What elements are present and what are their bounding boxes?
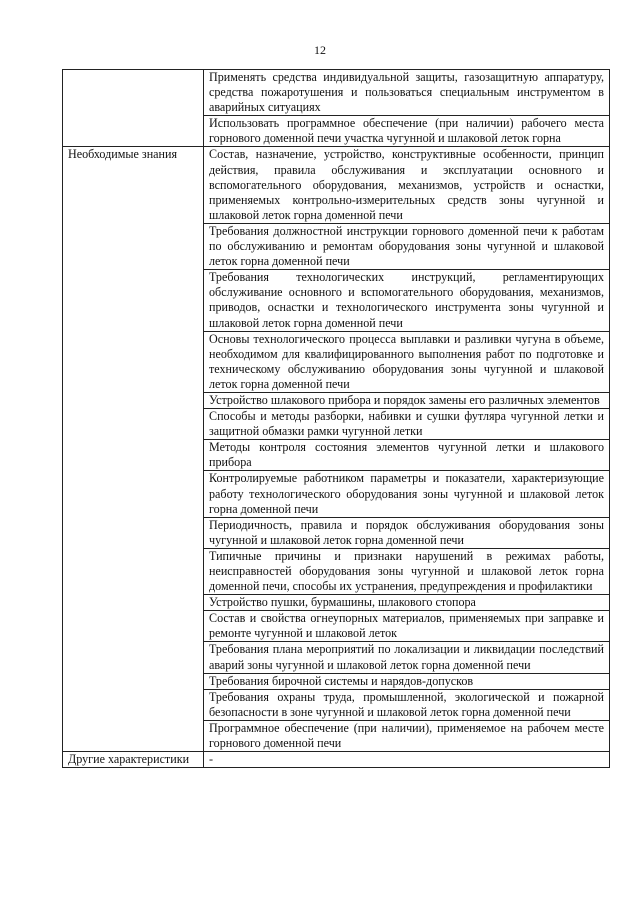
row-item-text: Состав, назначение, устройство, конструктивные особенности, принцип действия, правила обслуживания и эксплуатации основного и вспомогательного оборудования, механизмов, устройств и оснастки, применяемых контрольно-измерительных средств зоны чугунной и шлаковой леток горна доменной печи <box>209 147 604 222</box>
row-item-cell <box>204 270 610 331</box>
row-item-cell <box>204 642 610 673</box>
row-item-cell <box>204 70 610 116</box>
row-item-text: Применять средства индивидуальной защиты, газозащитную аппаратуру, средства пожаротушения и пользоваться специальным инструментом в аварийных ситуациях <box>209 70 604 115</box>
qualification-table <box>62 69 610 768</box>
row-item-cell <box>204 440 610 471</box>
row-item-cell <box>204 471 610 517</box>
row-item-cell <box>204 392 610 408</box>
table-row <box>63 752 610 768</box>
row-label: Необходимые знания <box>63 147 204 752</box>
row-item-text: Устройство шлакового прибора и порядок замены его различных элементов <box>209 392 600 407</box>
row-item-cell <box>204 548 610 594</box>
row-label <box>63 70 204 147</box>
row-item-text: Программное обеспечение (при наличии), применяемое на рабочем месте горнового доменной печи <box>209 720 604 751</box>
row-item-text: Способы и методы разборки, набивки и сушки футляра чугунной летки и защитной обмазки рамки чугунной летки <box>209 409 604 439</box>
row-item-text: Методы контроля состояния элементов чугунной летки и шлакового прибора <box>209 440 604 470</box>
row-item-cell <box>204 517 610 548</box>
row-item-text: Периодичность, правила и порядок обслуживания оборудования зоны чугунной и шлаковой леток горна доменной печи <box>209 517 604 547</box>
row-item-text: Использовать программное обеспечение (при наличии) рабочего места горнового доменной печи участка чугунной и шлаковой леток горна <box>209 116 604 146</box>
row-item-cell <box>204 689 610 720</box>
table-row <box>63 70 610 116</box>
page-number: 12 <box>314 43 326 57</box>
row-item-text: Контролируемые работником параметры и показатели, характеризующие работу технологического оборудования зоны чугунной и шлаковой леток горна доменной печи <box>209 471 604 516</box>
row-item-text: Требования бирочной системы и нарядов-допусков <box>209 673 474 688</box>
row-item-text: Типичные причины и признаки нарушений в режимах работы, неисправностей оборудования зоны чугунной и шлаковой леток горна доменной печи, способы их устранения, предупреждения и профилактики <box>209 548 604 594</box>
table-body <box>63 70 610 768</box>
row-item-cell <box>204 720 610 751</box>
row-item-cell <box>204 409 610 440</box>
row-item-cell <box>204 752 610 768</box>
row-item-text: Требования плана мероприятий по локализации и ликвидации последствий аварий зоны чугунной и шлаковой леток горна доменной печи <box>209 642 604 672</box>
row-item-cell <box>204 331 610 392</box>
row-item-text: - <box>209 752 214 767</box>
row-item-text: Основы технологического процесса выплавки и разливки чугуна в объеме, необходимом для квалифицированного выполнения работ по подготовке и техническому обслуживанию оборудования зоны чугунной и шлаковой леток горна доменной печи <box>209 331 604 391</box>
row-item-cell <box>204 147 610 223</box>
row-item-cell <box>204 116 610 147</box>
row-item-text: Требования должностной инструкции горнового доменной печи к работам по обслуживанию и ремонтам оборудования зоны чугунной и шлаковой леток горна доменной печи <box>209 223 604 269</box>
row-item-cell <box>204 673 610 689</box>
row-item-cell <box>204 611 610 642</box>
row-item-text: Устройство пушки, бурмашины, шлакового стопора <box>209 595 476 610</box>
row-item-text: Состав и свойства огнеупорных материалов, применяемых при заправке и ремонте чугунной и шлаковой леток <box>209 611 604 641</box>
row-item-text: Требования технологических инструкций, регламентирующих обслуживание основного и вспомогательного оборудования, механизмов, приводов, оснастки и технологического инструмента зоны чугунной и шлаковой леток горна доменной печи <box>209 270 604 330</box>
row-item-text: Требования охраны труда, промышленной, экологической и пожарной безопасности в зоне чугунной и шлаковой леток горна доменной печи <box>209 689 604 719</box>
row-label: Другие характеристики <box>63 752 204 768</box>
table-row <box>63 147 610 223</box>
row-item-cell <box>204 595 610 611</box>
row-item-cell <box>204 223 610 269</box>
